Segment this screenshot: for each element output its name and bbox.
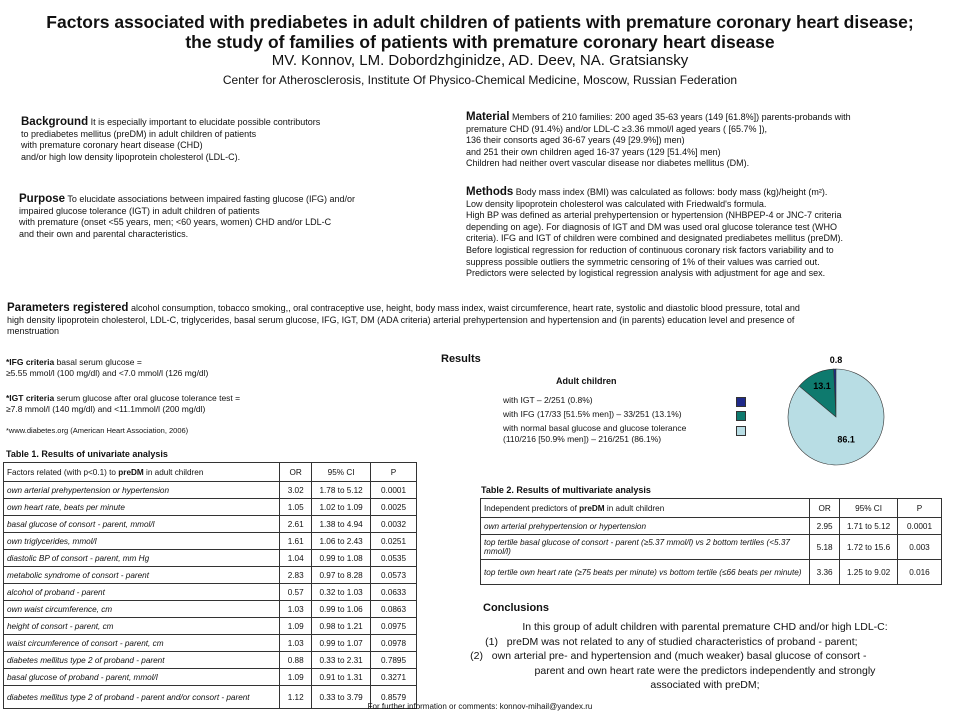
table-row xyxy=(4,584,417,601)
purpose-line: and their own and parental characteristics. xyxy=(19,228,189,239)
p-cell: 0.0573 xyxy=(371,567,417,584)
p-cell: 0.0863 xyxy=(371,601,417,618)
ci-cell: 0.32 to 1.03 xyxy=(312,584,371,601)
table-row xyxy=(4,550,417,567)
ci-cell: 0.98 to 1.21 xyxy=(312,618,371,635)
chart-title: Adult children xyxy=(556,376,617,386)
p-cell: 0.003 xyxy=(898,535,942,560)
factor-cell: own triglycerides, mmol/l xyxy=(4,533,280,550)
factor-cell: own arterial prehypertension or hypertension xyxy=(4,482,280,499)
factor-cell: height of consort - parent, cm xyxy=(4,618,280,635)
table-row xyxy=(481,518,942,535)
parameters-heading: Parameters registered xyxy=(7,302,129,314)
factor-cell: diabetes mellitus type 2 of proband - parent and/or consort - parent xyxy=(4,686,280,709)
poster-title-line-2: the study of families of patients with premature coronary heart disease xyxy=(185,32,775,52)
or-cell: 1.04 xyxy=(280,550,312,567)
ifg-criteria-heading: *IFG criteria xyxy=(6,357,55,367)
factor-cell: basal glucose of proband - parent, mmol/l xyxy=(4,669,280,686)
institution: Center for Atherosclerosis, Institute Of Physico-Chemical Medicine, Moscow, Russian Federation xyxy=(222,73,738,87)
material-line: 136 their consorts aged 36-67 years (49 [29.9%]) men) xyxy=(466,135,685,146)
table-header-row xyxy=(481,499,942,518)
table-row xyxy=(4,635,417,652)
p-cell: 0.0633 xyxy=(371,584,417,601)
purpose-line: with premature (onset <55 years, men; <60 years, women) CHD and/or LDL-C xyxy=(19,217,332,228)
factor-cell: diastolic BP of consort - parent, mm Hg xyxy=(4,550,280,567)
table-row xyxy=(4,601,417,618)
authors: MV. Konnov, LM. Dobordzhginidze, AD. Deev, NA. Gratsiansky xyxy=(271,52,689,69)
parameters-line: high density lipoprotein cholesterol, LDL-C, triglycerides, basal serum glucose, IFG, IGT, DM (ADA criteria) arterial prehypertension and hypertension and (in parents) education level and presence of xyxy=(7,314,795,325)
igt-criteria-heading: *IGT criteria xyxy=(6,393,55,403)
or-cell: 1.03 xyxy=(280,635,312,652)
results-heading: Results xyxy=(441,353,481,365)
p-cell: 0.8579 xyxy=(371,686,417,709)
pie-label-ifg: 13.1 xyxy=(813,380,831,391)
conclusion-text: preDM was not related to any of studied characteristics of proband - parent; xyxy=(506,635,858,648)
p-cell: 0.0251 xyxy=(371,533,417,550)
factor-cell: waist circumference of consort - parent, cm xyxy=(4,635,280,652)
table-header-cell: Factors related (with p<0.1) to preDM in adult children xyxy=(4,463,280,482)
methods-section xyxy=(466,187,941,280)
ci-cell: 0.33 to 3.79 xyxy=(312,686,371,709)
p-cell: 0.7895 xyxy=(371,652,417,669)
ci-cell: 1.71 to 5.12 xyxy=(840,518,898,535)
ci-cell: 0.99 to 1.07 xyxy=(312,635,371,652)
table-header-cell: Independent predictors of preDM in adult children xyxy=(481,499,810,518)
igt-criteria-line: serum glucose after oral glucose tolerance test = xyxy=(56,393,241,403)
table-row xyxy=(4,533,417,550)
material-heading: Material xyxy=(466,111,510,123)
table-row xyxy=(4,499,417,516)
table-row xyxy=(4,516,417,533)
ci-cell: 0.33 to 2.31 xyxy=(312,652,371,669)
igt-criteria xyxy=(6,393,326,415)
pie-label-igt: 0.8 xyxy=(829,355,843,365)
or-cell: 1.09 xyxy=(280,618,312,635)
p-cell: 0.0975 xyxy=(371,618,417,635)
table-row xyxy=(4,567,417,584)
ci-cell: 0.97 to 8.28 xyxy=(312,567,371,584)
footer-contact: For further information or comments: konnov-mihail@yandex.ru xyxy=(367,702,593,711)
parameters-line: alcohol consumption, tobacco smoking,, oral contraceptive use, height, body mass index, waist circumference, heart rate, systolic and diastolic blood pressure, total and xyxy=(130,303,800,313)
legend-entry-ifg: with IFG (17/33 [51.5% men]) – 33/251 (13.1%) xyxy=(503,408,682,419)
methods-line: High BP was defined as arterial prehypertension or hypertension (NHBPEP-4 or JNC-7 criteria xyxy=(466,210,842,221)
or-cell: 1.03 xyxy=(280,601,312,618)
or-cell: 1.05 xyxy=(280,499,312,516)
ci-cell: 1.38 to 4.94 xyxy=(312,516,371,533)
legend-entry-normal: with normal basal glucose and glucose tolerance xyxy=(503,423,687,433)
methods-line: Before logistical regression for reduction of continuous coronary risk factors variability and to xyxy=(466,244,834,255)
or-cell: 1.09 xyxy=(280,669,312,686)
material-line: premature CHD (91.4%) and/or LDL-C ≥3.36 mmol/l aged years ( [65.7% ]), xyxy=(466,123,768,134)
p-cell: 0.0535 xyxy=(371,550,417,567)
table-row xyxy=(481,535,942,560)
table-header-cell: P xyxy=(371,463,417,482)
methods-line: depending on age). For diagnosis of IGT and DM was used oral glucose tolerance test (WHO xyxy=(466,221,838,232)
or-cell: 0.88 xyxy=(280,652,312,669)
legend-swatch-ifg xyxy=(736,411,746,421)
legend-entry-normal-detail: (110/216 [50.9% men]) – 216/251 (86.1%) xyxy=(503,434,662,444)
multivariate-table xyxy=(480,498,942,585)
conclusion-item-1 xyxy=(455,635,955,650)
factor-cell: metabolic syndrome of consort - parent xyxy=(4,567,280,584)
p-cell: 0.3271 xyxy=(371,669,417,686)
background-line: to prediabetes mellitus (preDM) in adult children of patients xyxy=(21,128,257,139)
purpose-line: To elucidate associations between impaired fasting glucose (IFG) and/or xyxy=(67,194,356,204)
table-header-cell: P xyxy=(898,499,942,518)
reference-note: *www.diabetes.org (American Heart Association, 2006) xyxy=(6,426,189,435)
poster-title-line-1: Factors associated with prediabetes in adult children of patients with premature coronary heart disease; xyxy=(46,12,914,32)
purpose-line: impaired glucose tolerance (IGT) in adult children of patients xyxy=(19,205,260,216)
material-line: Members of 210 families: 200 aged 35-63 years (149 [61.8%]) parents-probands with xyxy=(511,112,851,122)
conclusion-continuation: associated with preDM; xyxy=(650,679,760,691)
or-cell: 0.57 xyxy=(280,584,312,601)
table-header-cell: 95% CI xyxy=(312,463,371,482)
table-header-cell: 95% CI xyxy=(840,499,898,518)
factor-cell: top tertile basal glucose of consort - parent (≥5.37 mmol/l) vs 2 bottom tertiles (<5.37 mmol/l) xyxy=(481,535,810,560)
univariate-table xyxy=(3,462,417,709)
parameters-section xyxy=(7,303,952,338)
methods-line: suppress possible outliers the symmetric censoring of 1% of their values was carried out. xyxy=(466,256,820,267)
table-header-cell: OR xyxy=(280,463,312,482)
ci-cell: 0.99 to 1.08 xyxy=(312,550,371,567)
ci-cell: 0.91 to 1.31 xyxy=(312,669,371,686)
factor-cell: top tertile own heart rate (≥75 beats per minute) vs bottom tertile (≤66 beats per minute) xyxy=(481,560,810,585)
igt-criteria-line: ≥7.8 mmol/l (140 mg/dl) and <11.1mmol/l (200 mg/dl) xyxy=(6,404,206,414)
methods-line: Predictors were selected by logistical regression analysis with adjustment for age and sex. xyxy=(466,268,826,279)
chart-legend xyxy=(503,394,743,445)
table-header-cell: OR xyxy=(810,499,840,518)
parameters-line: menstruation xyxy=(7,326,60,337)
table-row xyxy=(4,669,417,686)
pie-chart xyxy=(776,340,896,470)
ci-cell: 0.99 to 1.06 xyxy=(312,601,371,618)
table-row xyxy=(4,652,417,669)
pie-label-normal: 86.1 xyxy=(837,434,855,445)
legend-swatch-igt xyxy=(736,397,746,407)
conclusion-continuation: parent and own heart rate were the predictors independently and strongly xyxy=(534,664,876,677)
conclusion-number: (1) xyxy=(485,635,498,648)
or-cell: 1.61 xyxy=(280,533,312,550)
or-cell: 1.12 xyxy=(280,686,312,709)
conclusions-heading: Conclusions xyxy=(483,602,550,614)
background-section xyxy=(21,117,441,163)
or-cell: 2.83 xyxy=(280,567,312,584)
material-line: and 251 their own children aged 16-37 years (129 [51.4%] men) xyxy=(466,146,721,157)
methods-line: criteria). IFG and IGT of children were combined and designated prediabetes mellitus (preDM). xyxy=(466,233,844,244)
factor-cell: alcohol of proband - parent xyxy=(4,584,280,601)
methods-heading: Methods xyxy=(466,186,514,198)
legend-entry-igt: with IGT – 2/251 (0.8%) xyxy=(503,395,593,405)
factor-cell: own arterial prehypertension or hypertension xyxy=(481,518,810,535)
p-cell: 0.0001 xyxy=(898,518,942,535)
material-line: Children had neither overt vascular disease nor diabetes mellitus (DM). xyxy=(466,158,750,169)
conclusion-item-2 xyxy=(455,649,955,664)
p-cell: 0.0025 xyxy=(371,499,417,516)
methods-line: Body mass index (BMI) was calculated as follows: body mass (kg)/height (m²). xyxy=(515,187,828,197)
background-line: It is especially important to elucidate possible contributors xyxy=(90,117,321,127)
table1-caption: Table 1. Results of univariate analysis xyxy=(6,449,168,459)
p-cell: 0.0978 xyxy=(371,635,417,652)
purpose-heading: Purpose xyxy=(19,193,66,205)
table-row xyxy=(481,560,942,585)
ci-cell: 1.06 to 2.43 xyxy=(312,533,371,550)
background-heading: Background xyxy=(21,116,89,128)
factor-cell: own heart rate, beats per minute xyxy=(4,499,280,516)
ci-cell: 1.25 to 9.02 xyxy=(840,560,898,585)
or-cell: 5.18 xyxy=(810,535,840,560)
purpose-section xyxy=(19,194,449,240)
table-row xyxy=(4,618,417,635)
p-cell: 0.016 xyxy=(898,560,942,585)
or-cell: 3.36 xyxy=(810,560,840,585)
background-line: with premature coronary heart disease (CHD) xyxy=(21,140,203,151)
table2-caption: Table 2. Results of multivariate analysis xyxy=(481,485,651,495)
factor-cell: diabetes mellitus type 2 of proband - parent xyxy=(4,652,280,669)
ci-cell: 1.72 to 15.6 xyxy=(840,535,898,560)
ifg-criteria-line: basal serum glucose = xyxy=(56,357,142,367)
p-cell: 0.0001 xyxy=(371,482,417,499)
legend-swatch-normal xyxy=(736,426,746,436)
conclusion-number: (2) xyxy=(470,650,483,662)
methods-line: Low density lipoprotein cholesterol was calculated with Friedwald's formula. xyxy=(466,198,767,209)
or-cell: 2.61 xyxy=(280,516,312,533)
material-section xyxy=(466,112,936,170)
conclusions-intro: In this group of adult children with parental premature CHD and/or high LDL-C: xyxy=(522,621,888,633)
or-cell: 2.95 xyxy=(810,518,840,535)
ifg-criteria-line: ≥5.55 mmol/l (100 mg/dl) and <7.0 mmol/l (126 mg/dl) xyxy=(6,368,209,378)
ifg-criteria xyxy=(6,357,326,379)
ci-cell: 1.78 to 5.12 xyxy=(312,482,371,499)
factor-cell: own waist circumference, cm xyxy=(4,601,280,618)
or-cell: 3.02 xyxy=(280,482,312,499)
background-line: and/or high low density lipoprotein cholesterol (LDL-C). xyxy=(21,151,241,162)
table-header-row xyxy=(4,463,417,482)
table-row xyxy=(4,482,417,499)
conclusion-text: own arterial pre- and hypertension and (much weaker) basal glucose of consort - xyxy=(491,650,867,662)
ci-cell: 1.02 to 1.09 xyxy=(312,499,371,516)
conclusions-body xyxy=(455,620,955,693)
factor-cell: basal glucose of consort - parent, mmol/l xyxy=(4,516,280,533)
p-cell: 0.0032 xyxy=(371,516,417,533)
